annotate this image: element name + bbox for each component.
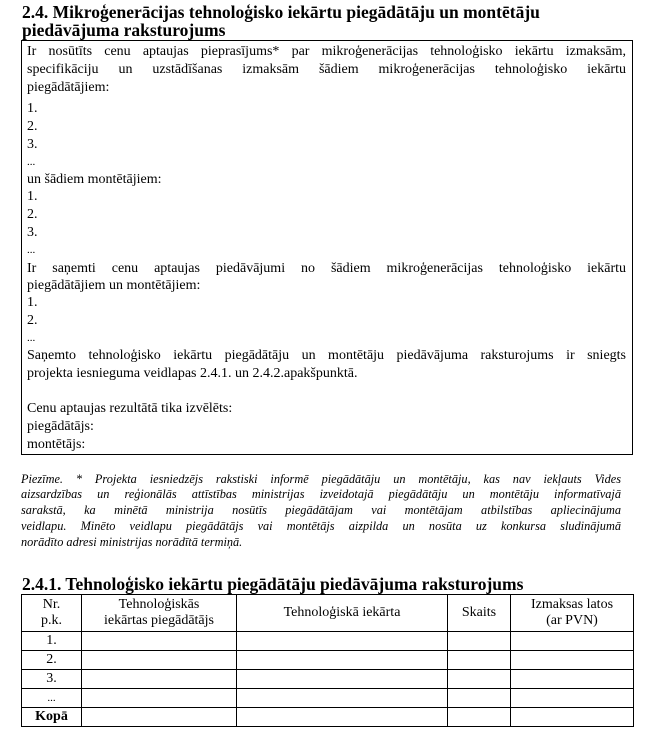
table-row [22,670,634,689]
equipment-cell[interactable] [237,632,448,651]
supplier-offers-table [21,594,634,727]
header-quantity: Skaits [448,595,511,632]
supplier-list-item: 2. [27,119,38,134]
total-cost-cell[interactable] [511,708,634,727]
received-text-line2: piegādātājiem un montētājiem: [27,278,201,293]
equipment-cell[interactable] [237,651,448,670]
equipment-cell[interactable] [237,689,448,708]
cost-cell[interactable] [511,632,634,651]
section-title [22,3,622,39]
description-line1: Saņemto tehnoloģisko iekārtu piegādātāju un montētāju piedāvājuma raksturojums ir sniegts [27,348,626,363]
table-row [22,689,634,708]
cost-cell[interactable] [511,651,634,670]
installer-list-item: 1. [27,189,38,204]
intro-text-line2: specifikāciju un uzstādīšanas izmaksām šādiem mikroģenerācijas tehnoloģisko iekārtu [27,62,626,77]
total-quantity-cell[interactable] [448,708,511,727]
footnote-line1: Piezīme. * Projekta iesniedzējs rakstiski informē piegādātāju un montētāju, kas nav iekļauts Vides [21,472,621,486]
intro-text-line1: Ir nosūtīts cenu aptaujas pieprasījums* par mikroģenerācijas tehnoloģisko iekārtu izmaksām, [27,44,626,59]
supplier-list-item: 1. [27,101,38,116]
quantity-cell[interactable] [448,632,511,651]
quantity-cell[interactable] [448,670,511,689]
header-cost [511,595,634,632]
header-number [22,595,82,632]
subsection-title: 2.4.1. Tehnoloģisko iekārtu piegādātāju piedāvājuma raksturojums [22,574,524,594]
cost-cell[interactable] [511,670,634,689]
supplier-cell[interactable] [82,689,237,708]
total-supplier-cell[interactable] [82,708,237,727]
table-row [22,651,634,670]
footnote-line5: norādīto adresi ministrijas norādītā termiņā. [21,535,243,549]
footnote-line4: veidlapu. Minēto veidlapu piegādātājs vai montētājs aizpilda un nosūta uz konkursa sludinājumā [21,519,621,533]
selected-installer-label: montētājs: [27,437,86,452]
quantity-cell[interactable] [448,689,511,708]
table-row [22,632,634,651]
quantity-cell[interactable] [448,651,511,670]
cost-cell[interactable] [511,689,634,708]
header-supplier-line2: iekārtas piegādātājs [103,613,214,628]
row-number: 3. [22,670,82,689]
header-cost-line1: Izmaksas latos [530,597,614,612]
installer-list-item: 2. [27,207,38,222]
installers-label: un šādiem montētājiem: [27,172,162,187]
section-title-line2: piedāvājuma raksturojums [22,20,226,40]
procurement-info-box [21,40,633,455]
header-number-line2: p.k. [41,613,62,628]
received-list-item: 1. [27,295,38,310]
supplier-list-item: ... [27,156,36,168]
section-title-line1: 2.4. Mikroģenerācijas tehnoloģisko iekārtu piegādātāju un montētāju [22,2,540,22]
supplier-cell[interactable] [82,632,237,651]
header-supplier-line1: Tehnoloģiskās [118,597,200,612]
row-number: 2. [22,651,82,670]
row-number: ... [22,689,82,708]
header-cost-line2: (ar PVN) [546,613,598,628]
header-equipment: Tehnoloģiskā iekārta [237,595,448,632]
received-list-item: ... [27,332,36,344]
supplier-cell[interactable] [82,651,237,670]
table-header-row [22,595,634,632]
equipment-cell[interactable] [237,670,448,689]
result-label: Cenu aptaujas rezultātā tika izvēlēts: [27,401,233,416]
installer-list-item: ... [27,244,36,256]
total-equipment-cell[interactable] [237,708,448,727]
footnote-line3: sarakstā, ka minētā ministrija nosūtīs piegādātājam vai montētājam atbilstības apliecinājuma [21,503,621,517]
total-row [22,708,634,727]
header-supplier [82,595,237,632]
row-number: 1. [22,632,82,651]
header-number-line1: Nr. [42,597,61,612]
description-line2: projekta iesnieguma veidlapas 2.4.1. un 2.4.2.apakšpunktā. [27,366,358,381]
total-label: Kopā [22,708,82,727]
supplier-list-item: 3. [27,137,38,152]
received-text-line1: Ir saņemti cenu aptaujas piedāvājumi no šādiem mikroģenerācijas tehnoloģisko iekārtu [27,261,626,276]
footnote-line2: aizsardzības un reģionālās attīstības ministrijas izveidotajā piegādātāju un montētāju informatīvajā [21,487,621,501]
intro-text-line3: piegādātājiem: [27,80,110,95]
selected-supplier-label: piegādātājs: [27,419,94,434]
received-list-item: 2. [27,313,38,328]
installer-list-item: 3. [27,225,38,240]
supplier-cell[interactable] [82,670,237,689]
